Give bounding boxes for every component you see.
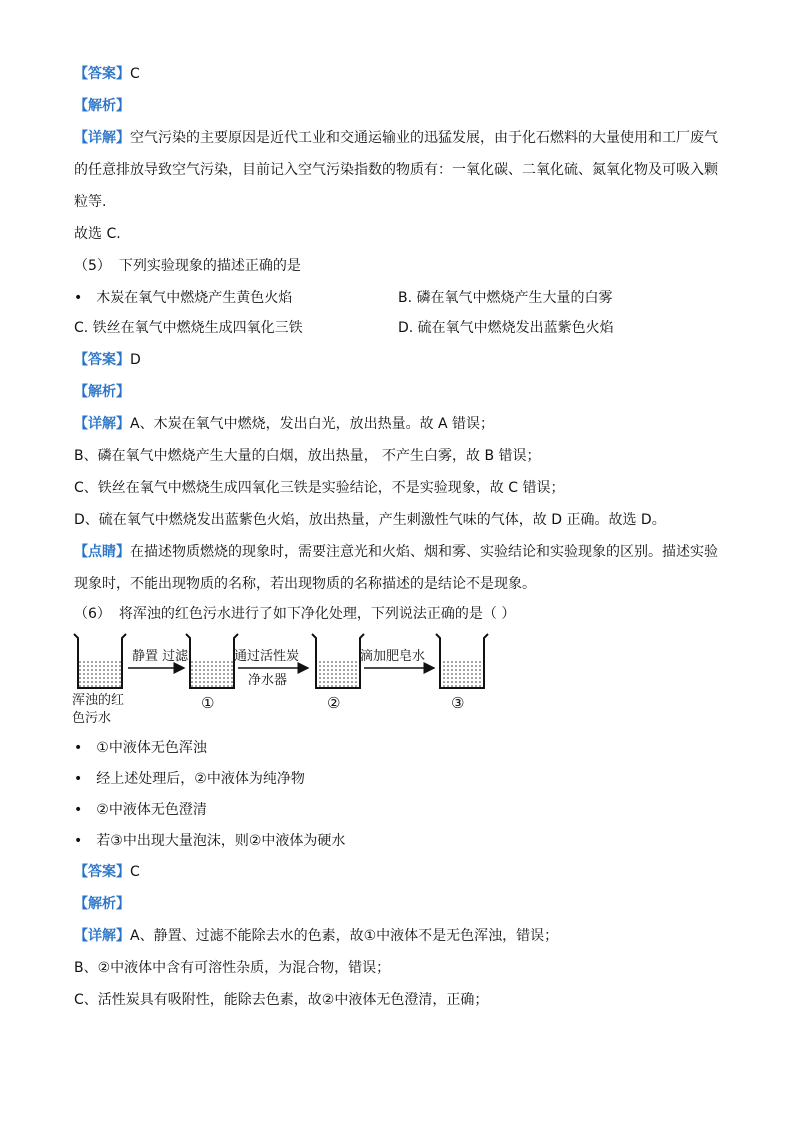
- option-text: ②中液体无色澄清: [96, 802, 207, 818]
- beaker-2: [312, 634, 364, 688]
- beaker-2-label: ②: [327, 694, 341, 712]
- option-text: 木炭在氧气中燃烧产生黄色火焰: [96, 290, 293, 306]
- answer-label: 【答案】: [74, 66, 130, 82]
- beaker-3: [436, 634, 488, 688]
- q5-option-b: B. 磷在氧气中燃烧产生大量的白雾: [398, 290, 613, 306]
- q6-detail-b: B、②中液体中含有可溶性杂质，为混合物，错误；: [74, 960, 391, 976]
- bullet: •: [74, 740, 83, 756]
- q5-tip-line2: 现象时，不能出现物质的名称，若出现物质的名称描述的是结论不是现象。: [74, 576, 536, 592]
- q5-detail-a: [74, 414, 494, 434]
- q6-option-c: [74, 800, 207, 820]
- q6-detail-a: [74, 926, 558, 946]
- detail-label: 【详解】: [74, 928, 130, 944]
- bullet: •: [74, 833, 83, 849]
- option-text: ①中液体无色浑浊: [96, 740, 207, 756]
- beaker-1: [186, 634, 238, 688]
- q5-analysis-label: [74, 382, 130, 402]
- q6-option-b: [74, 769, 305, 789]
- q6-option-d: [74, 831, 345, 851]
- option-text: 若③中出现大量泡沫，则②中液体为硬水: [96, 833, 346, 849]
- q4-answer: [74, 64, 140, 84]
- start-label-line1: 浑浊的红: [72, 693, 125, 708]
- liquid-fill: [440, 660, 484, 688]
- bullet: •: [74, 290, 83, 306]
- step3-label: 滴加肥皂水: [360, 649, 426, 664]
- analysis-label: 【解析】: [74, 896, 130, 912]
- answer-value: C: [130, 864, 140, 880]
- step2-label-line1: 通过活性炭: [234, 649, 300, 664]
- question-text: 下列实验现象的描述正确的是: [118, 258, 301, 274]
- q6-question: [74, 604, 515, 624]
- step2-label-line2: 净水器: [248, 673, 288, 688]
- detail-text: A、木炭在氧气中燃烧，发出白光，放出热量。故 A 错误；: [130, 416, 495, 432]
- liquid-fill: [316, 660, 360, 688]
- q4-detail-line2: 的任意排放导致空气污染，目前记入空气污染指数的物质有：一氧化碳、二氧化硫、氮氧化物及可吸入颗: [74, 162, 718, 178]
- q4-conclusion: 故选 C.: [74, 226, 121, 242]
- detail-text: A、静置、过滤不能除去水的色素，故①中液体不是无色浑浊，错误；: [130, 928, 559, 944]
- purification-diagram: [70, 628, 500, 728]
- answer-value: C: [130, 66, 140, 82]
- q6-analysis-label: [74, 894, 130, 914]
- q4-detail-line3: 粒等.: [74, 194, 107, 210]
- q5-question: [74, 256, 301, 276]
- detail-label: 【详解】: [74, 416, 130, 432]
- liquid-fill: [190, 660, 234, 688]
- option-text: 经上述处理后，②中液体为纯净物: [96, 771, 305, 787]
- detail-text: 空气污染的主要原因是近代工业和交通运输业的迅猛发展，由于化石燃料的大量使用和工厂废气: [130, 130, 718, 146]
- q5-option-d: D. 硫在氧气中燃烧发出蓝紫色火焰: [398, 320, 614, 336]
- answer-label: 【答案】: [74, 864, 130, 880]
- step1-label: 静置 过滤: [132, 649, 189, 664]
- q5-detail-d: D、硫在氧气中燃烧发出蓝紫色火焰，放出热量，产生刺激性气味的气体，故 D 正确。故选 D。: [74, 512, 666, 528]
- start-label-line2: 色污水: [72, 711, 112, 726]
- question-text: 将浑浊的红色污水进行了如下净化处理，下列说法正确的是（ ）: [118, 606, 516, 622]
- beaker-3-label: ③: [451, 694, 465, 712]
- q5-detail-c: C、铁丝在氧气中燃烧生成四氧化三铁是实验结论，不是实验现象，故 C 错误；: [74, 480, 565, 496]
- tip-text: 在描述物质燃烧的现象时，需要注意光和火焰、烟和雾、实验结论和实验现象的区别。描述实验: [130, 544, 718, 560]
- q6-option-a: [74, 738, 207, 758]
- bullet: •: [74, 771, 83, 787]
- liquid-fill: [78, 660, 122, 688]
- q5-answer: [74, 350, 141, 370]
- q4-detail-line1: [74, 128, 718, 148]
- q4-analysis-label: [74, 96, 130, 116]
- bullet: •: [74, 802, 83, 818]
- question-number: （6）: [74, 606, 111, 622]
- answer-label: 【答案】: [74, 352, 130, 368]
- tip-label: 【点睛】: [74, 544, 130, 560]
- question-number: （5）: [74, 258, 111, 274]
- q6-detail-c: C、活性炭具有吸附性，能除去色素，故②中液体无色澄清，正确；: [74, 992, 489, 1008]
- q5-tip-line1: [74, 542, 718, 562]
- detail-label: 【详解】: [74, 130, 130, 146]
- q6-answer: [74, 862, 140, 882]
- beaker-source: [74, 634, 126, 688]
- q5-option-c: C. 铁丝在氧气中燃烧生成四氧化三铁: [74, 320, 303, 336]
- q5-option-a: [74, 288, 292, 308]
- answer-value: D: [130, 352, 141, 368]
- analysis-label: 【解析】: [74, 98, 130, 114]
- beaker-1-label: ①: [201, 694, 215, 712]
- analysis-label: 【解析】: [74, 384, 130, 400]
- q5-detail-b: B、磷在氧气中燃烧产生大量的白烟，放出热量， 不产生白雾，故 B 错误；: [74, 448, 541, 464]
